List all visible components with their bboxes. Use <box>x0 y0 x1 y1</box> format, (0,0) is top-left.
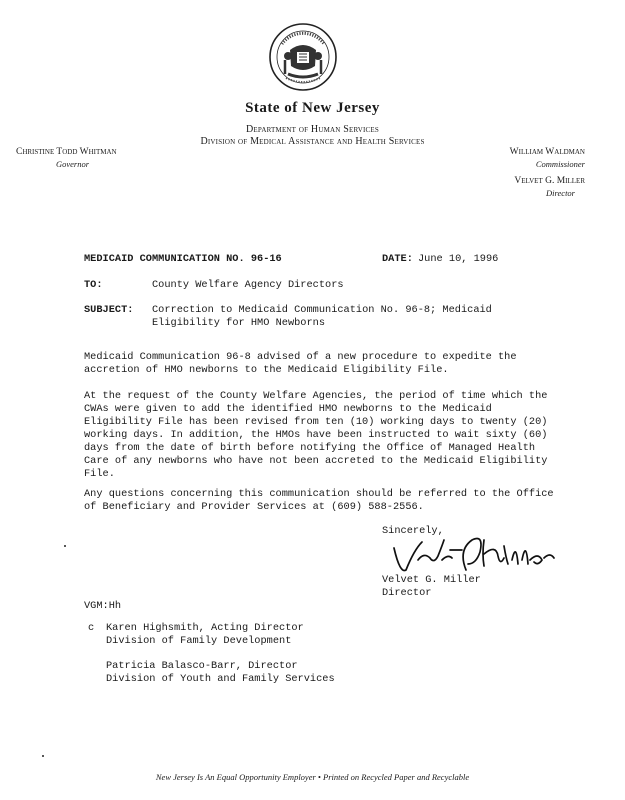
typist-initials: VGM:Hh <box>84 600 122 612</box>
subject-line: Eligibility for HMO Newborns <box>152 317 326 329</box>
date-value: June 10, 1996 <box>418 253 499 265</box>
state-seal-logo <box>268 22 338 92</box>
state-title: State of New Jersey <box>245 100 380 116</box>
cc-recipient-line: Patricia Balasco-Barr, Director <box>106 660 298 672</box>
text-line: Eligibility File has been revised from ten (10) working days to twenty (20) <box>84 416 548 428</box>
governor-name: Christine Todd Whitman <box>16 147 117 157</box>
division-name: Division of Medical Assistance and Health Services <box>200 136 425 147</box>
text-line: accretion of HMO newborns to the Medicaid Eligibility File. <box>84 364 449 376</box>
cc-recipient-line: Division of Family Development <box>106 635 292 647</box>
text-line: Care of any newborns who have not been accreted to the Medicaid Eligibility <box>84 455 548 467</box>
scan-speck <box>42 755 44 757</box>
cc-recipient-line: Division of Youth and Family Services <box>106 673 335 685</box>
cc-marker: c <box>88 622 95 634</box>
text-line: days from the date of birth before notifying the Office of Managed Health <box>84 442 536 454</box>
paragraph-questions <box>84 488 564 514</box>
text-line: Any questions concerning this communication should be referred to the Office <box>84 488 554 500</box>
text-line: CWAs were given to add the identified HMO newborns to the Medicaid <box>84 403 492 415</box>
signer-name: Velvet G. Miller <box>382 574 481 586</box>
text-line: of Beneficiary and Provider Services at (609) 588-2556. <box>84 501 424 513</box>
paragraph-intro <box>84 351 564 377</box>
governor-title: Governor <box>56 159 90 169</box>
scan-speck <box>64 545 66 547</box>
paragraph-revision <box>84 390 564 481</box>
communication-number: MEDICAID COMMUNICATION NO. 96-16 <box>84 253 282 265</box>
salutation: Sincerely, <box>382 525 444 537</box>
commissioner-title: Commissioner <box>535 159 585 169</box>
director-title: Director <box>546 188 575 198</box>
director-name: Velvet G. Miller <box>514 176 585 186</box>
footer-note: New Jersey Is An Equal Opportunity Employer • Printed on Recycled Paper and Recyclable <box>155 772 470 782</box>
subject-label: SUBJECT: <box>84 304 134 316</box>
commissioner-name: William Waldman <box>509 147 585 157</box>
text-line: Medicaid Communication 96-8 advised of a new procedure to expedite the <box>84 351 517 363</box>
signer-title: Director <box>382 587 432 599</box>
text-line: At the request of the County Welfare Agencies, the period of time which the <box>84 390 548 402</box>
date-label: DATE: <box>382 253 413 265</box>
text-line: File. <box>84 468 115 480</box>
department-name: Department of Human Services <box>246 124 379 135</box>
subject-line: Correction to Medicaid Communication No. 96-8; Medicaid <box>152 304 492 316</box>
cc-recipient-line: Karen Highsmith, Acting Director <box>106 622 304 634</box>
to-value: County Welfare Agency Directors <box>152 279 344 291</box>
text-line: working days. In addition, the HMOs have been instructed to wait sixty (60) <box>84 429 548 441</box>
handwritten-signature <box>388 530 558 580</box>
to-label: TO: <box>84 279 103 291</box>
